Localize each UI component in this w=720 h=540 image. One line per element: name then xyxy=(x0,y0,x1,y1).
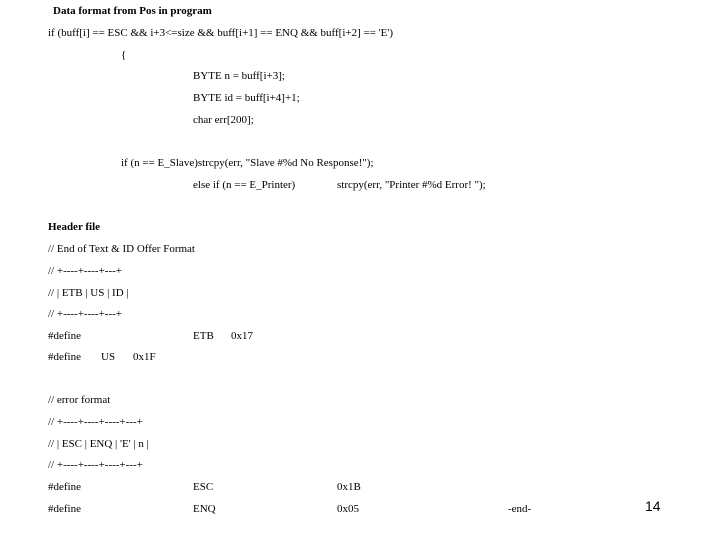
define-us-name: US xyxy=(101,351,116,363)
code-if-line: if (buff[i] == ESC && i+3<=size && buff[i+1] == ENQ && buff[i+2] == 'E') xyxy=(48,27,394,39)
define-esc-name: ESC xyxy=(193,481,214,493)
comment-error-format: // error format xyxy=(48,394,111,406)
comment-end-of-text: // End of Text & ID Offer Format xyxy=(48,243,195,255)
define-enq-name: ENQ xyxy=(193,503,216,515)
page-title: Data format from Pos in program xyxy=(53,5,212,17)
code-byte-n: BYTE n = buff[i+3]; xyxy=(193,70,285,82)
define-esc-keyword: #define xyxy=(48,481,81,493)
define-us-keyword: #define xyxy=(48,351,81,363)
code-else-if: else if (n == E_Printer) xyxy=(193,179,296,191)
table-fields-1: // | ETB | US | ID | xyxy=(48,287,129,299)
define-enq-value: 0x05 xyxy=(337,503,359,515)
code-if-slave: if (n == E_Slave)strcpy(err, "Slave #%d No Response!"); xyxy=(121,157,374,169)
code-byte-id: BYTE id = buff[i+4]+1; xyxy=(193,92,300,104)
table-border-3: // +----+----+----+---+ xyxy=(48,416,143,428)
table-border-4: // +----+----+----+---+ xyxy=(48,459,143,471)
define-esc-value: 0x1B xyxy=(337,481,361,493)
define-etb-name: ETB xyxy=(193,330,214,342)
header-file-title: Header file xyxy=(48,221,101,233)
code-open-brace: { xyxy=(121,49,127,61)
code-char-err: char err[200]; xyxy=(193,114,254,126)
define-enq-keyword: #define xyxy=(48,503,81,515)
end-marker: -end- xyxy=(508,503,532,515)
define-etb-value: 0x17 xyxy=(231,330,253,342)
table-border-1: // +----+----+---+ xyxy=(48,265,122,277)
table-border-2: // +----+----+---+ xyxy=(48,308,122,320)
table-fields-2: // | ESC | ENQ | 'E' | n | xyxy=(48,438,149,450)
define-us-value: 0x1F xyxy=(133,351,156,363)
code-strcpy-printer: strcpy(err, "Printer #%d Error! "); xyxy=(337,179,486,191)
define-etb-keyword: #define xyxy=(48,330,81,342)
page-number: 14 xyxy=(645,498,661,514)
